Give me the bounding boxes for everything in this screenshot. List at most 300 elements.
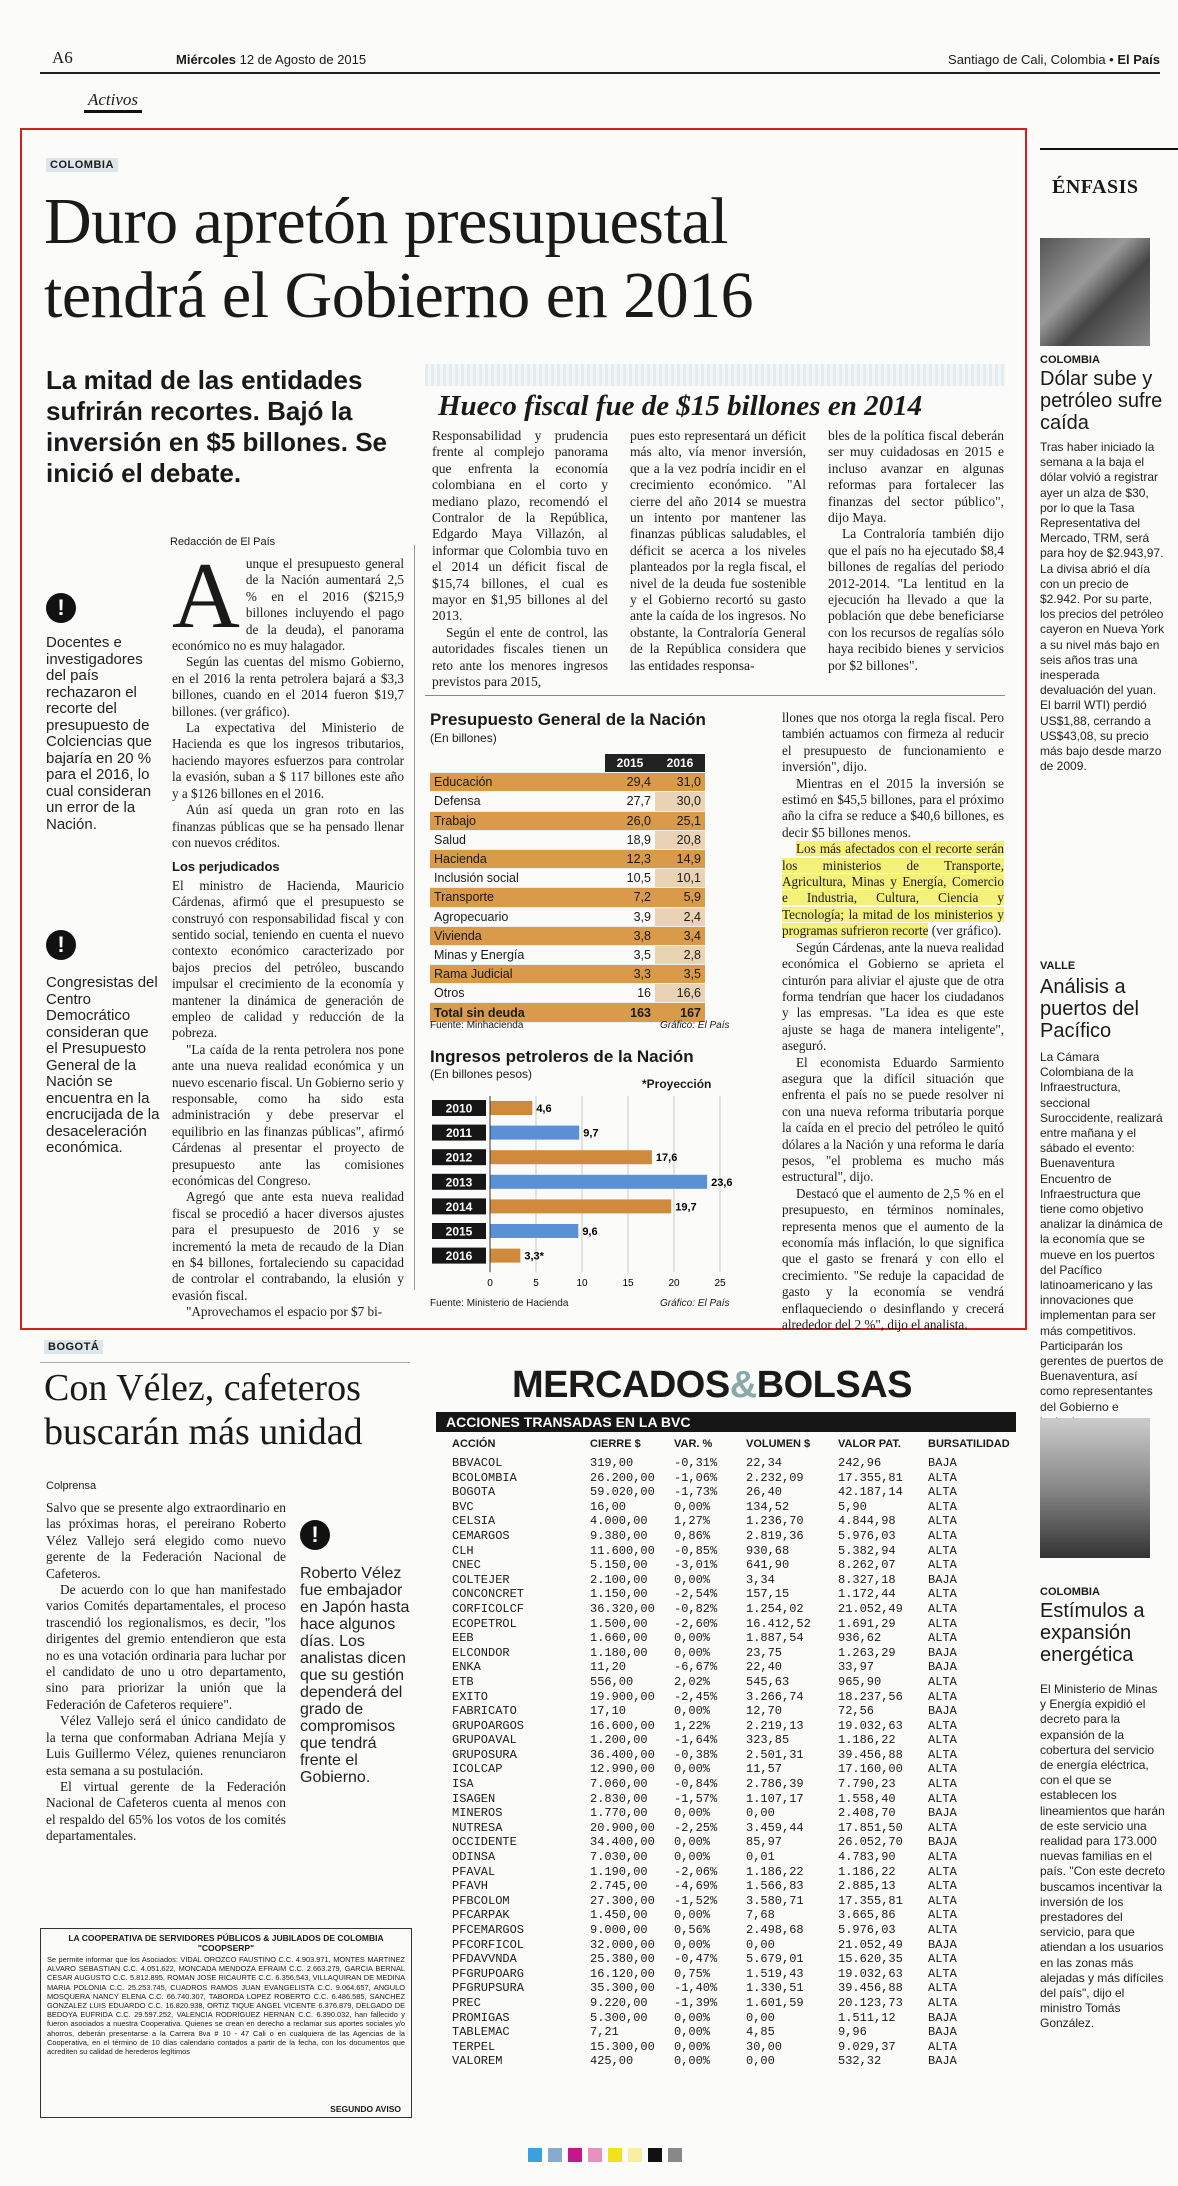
- body-para: De acuerdo con lo que han manifestado varios Comités departamentales, el proceso trascendió los regionalismos, es decir, "los dirigentes del gremio entendieron que esta no es una votación ordinaria para luchar por el candidato de uno u otro departamento, sino para priorizar la unión que la Federación de Cafeteros requiere".: [46, 1582, 286, 1712]
- money-photo: [1040, 238, 1150, 346]
- volume: 1.107,17: [746, 1791, 804, 1806]
- stock-name: GRUPOARGOS: [452, 1718, 525, 1733]
- variation: 0,00%: [674, 1908, 711, 1923]
- liquidity: ALTA: [928, 1616, 957, 1631]
- budget-value-2016: 2,4: [655, 907, 705, 926]
- close-price: 34.400,00: [590, 1835, 655, 1850]
- markets-col-bursatilidad: [928, 1456, 957, 2069]
- liquidity: ALTA: [928, 1777, 957, 1792]
- reg-yellow: [608, 2148, 622, 2162]
- budget-row-label: Salud: [430, 830, 605, 849]
- liquidity: ALTA: [928, 1820, 957, 1835]
- equity-value: 3.665,86: [838, 1908, 896, 1923]
- close-price: 16,00: [590, 1499, 627, 1514]
- close-price: 25.380,00: [590, 1952, 655, 1967]
- budget-value-2015: 3,5: [605, 945, 655, 964]
- paper-name: El País: [1117, 52, 1160, 67]
- close-price: 319,00: [590, 1456, 634, 1470]
- liquidity: ALTA: [928, 1747, 957, 1762]
- equity-value: 21.052,49: [838, 1937, 903, 1952]
- body-para: El virtual gerente de la Federación Nacional de Cafeteros cuenta al menos con el respaldo del 65% los votos de los comités departamentales.: [46, 1778, 286, 1844]
- equity-value: 8.327,18: [838, 1572, 896, 1587]
- equity-value: 18.237,56: [838, 1689, 903, 1704]
- equity-value: 2.408,70: [838, 1806, 896, 1821]
- stock-name: NUTRESA: [452, 1820, 503, 1835]
- stock-name: ICOLCAP: [452, 1762, 503, 1777]
- bar-value-label: 19,7: [675, 1201, 697, 1214]
- equity-value: 19.032,63: [838, 1966, 903, 1981]
- close-price: 1.190,00: [590, 1864, 648, 1879]
- liquidity: ALTA: [928, 1499, 957, 1514]
- budget-value-2016: 3,4: [655, 926, 705, 945]
- budget-value-2015: 12,3: [605, 849, 655, 868]
- equity-value: 39.456,88: [838, 1747, 903, 1762]
- stock-name: PFGRUPSURA: [452, 1981, 525, 1996]
- budget-value-2016: 30,0: [655, 792, 705, 811]
- bar: [490, 1224, 578, 1238]
- stock-name: PFBCOLOM: [452, 1893, 510, 1908]
- hueco-col2: [630, 428, 806, 674]
- variation: -0,47%: [674, 1952, 718, 1967]
- liquidity: BAJA: [928, 1835, 957, 1850]
- exclamation-icon: !: [46, 930, 76, 960]
- liquidity: ALTA: [928, 2039, 957, 2054]
- byline: Redacción de El País: [170, 536, 276, 548]
- bar-value-label: 3,3*: [524, 1250, 544, 1263]
- oil-chart: [430, 1092, 760, 1294]
- volume: 30,00: [746, 2039, 783, 2054]
- equity-value: 5,90: [838, 1499, 867, 1514]
- volume: 1.566,83: [746, 1879, 804, 1894]
- budget-value-2016: 31,0: [655, 773, 705, 792]
- markets-col-accion: [452, 1456, 524, 2069]
- liquidity: ALTA: [928, 1908, 957, 1923]
- equity-value: 532,32: [838, 2054, 882, 2069]
- budget-title: Presupuesto General de la Nación: [430, 710, 706, 729]
- stock-name: ISA: [452, 1777, 474, 1792]
- liquidity: ALTA: [928, 1674, 957, 1689]
- body-para: Aún así queda un gran roto en las finanzas públicas que se ha pensado llenar con nuevos créditos.: [172, 802, 404, 850]
- variation: -1,40%: [674, 1981, 718, 1996]
- equity-value: 39.456,88: [838, 1981, 903, 1996]
- stock-name: TABLEMAC: [452, 2025, 510, 2040]
- liquidity: BAJA: [928, 1660, 957, 1675]
- volume: 4,85: [746, 2025, 775, 2040]
- cafe-byline: Colprensa: [46, 1480, 97, 1492]
- volume: 3.580,71: [746, 1893, 804, 1908]
- variation: 0,75%: [674, 1966, 711, 1981]
- budget-table: [430, 754, 705, 1023]
- volume: 16.412,52: [746, 1616, 811, 1631]
- liquidity: ALTA: [928, 1966, 957, 1981]
- close-price: 32.000,00: [590, 1937, 655, 1952]
- stock-name: PREC: [452, 1995, 481, 2010]
- budget-row: [430, 792, 705, 811]
- liquidity: BAJA: [928, 1645, 957, 1660]
- col-var: VAR. %: [674, 1438, 713, 1450]
- budget-row-label: Agropecuario: [430, 907, 605, 926]
- sidebox-colciencias: Docentes e investigadores del país rechazaron el recorte del presupuesto de Colciencias que bajaría en 20 % para el 2016, lo cual consideran un error de la Nación.: [46, 634, 152, 833]
- close-price: 9.380,00: [590, 1528, 648, 1543]
- budget-source: Fuente: Minhacienda: [430, 1020, 524, 1031]
- page-number: A6: [52, 48, 73, 67]
- stock-name: VALOREM: [452, 2054, 503, 2069]
- budget-value-2015: 3,3: [605, 965, 655, 984]
- column-rule: [414, 545, 415, 1290]
- stock-name: PFAVAL: [452, 1864, 496, 1879]
- variation: 0,00%: [674, 1850, 711, 1865]
- volume: 2.819,36: [746, 1528, 804, 1543]
- volume: 2.232,09: [746, 1470, 804, 1485]
- volume: 26,40: [746, 1485, 783, 1500]
- reg-lightblue: [548, 2148, 562, 2162]
- reg-cyan: [528, 2148, 542, 2162]
- budget-row: [430, 926, 705, 945]
- header-rule: [40, 72, 1160, 74]
- stock-name: PROMIGAS: [452, 2010, 510, 2025]
- bar: [490, 1175, 707, 1189]
- equity-value: 1.186,22: [838, 1864, 896, 1879]
- year-label: 2016: [445, 1249, 473, 1264]
- budget-row: [430, 907, 705, 926]
- markets-header: [440, 1438, 1016, 1454]
- box-stripe: [425, 364, 1005, 386]
- liquidity: ALTA: [928, 1514, 957, 1529]
- equity-value: 965,90: [838, 1674, 882, 1689]
- volume: 3.266,74: [746, 1689, 804, 1704]
- close-price: 17,10: [590, 1704, 627, 1719]
- body-para: La expectativa del Ministerio de Hacienda es que los ingresos tributarios, haciendo mayores esfuerzos para controlar la evasión, suban a $ 117 billones este año y a $126 billones en el 2016.: [172, 720, 404, 801]
- budget-row: [430, 773, 705, 792]
- equity-value: 9.029,37: [838, 2039, 896, 2054]
- col-valorpat: VALOR PAT.: [838, 1438, 901, 1450]
- liquidity: ALTA: [928, 1485, 957, 1500]
- box-rule: [425, 695, 1005, 696]
- variation: -1,52%: [674, 1893, 718, 1908]
- markets-col-valorpat: [838, 1456, 903, 2069]
- close-price: 1.770,00: [590, 1806, 648, 1821]
- markets-title: MERCADOS&BOLSAS: [512, 1364, 912, 1406]
- variation: 0,00%: [674, 1937, 711, 1952]
- x-tick-label: 20: [668, 1278, 680, 1290]
- reg-magenta: [568, 2148, 582, 2162]
- body-para: "La caída de la renta petrolera nos pone ante una nueva realidad económica y un nuevo escenario fiscal. Un Gobierno serio y responsable, como ha sido esta administración y debe preservar el equilibrio en las finanzas públicas", afirmó Cárdenas al presentar el proyecto de presupuesto ante las comisiones económicas del Congreso.: [172, 1041, 404, 1189]
- budget-credit: Gráfico: El País: [660, 1020, 730, 1031]
- body-para: El ministro de Hacienda, Mauricio Cárdenas, afirmó que el presupuesto se construyó con responsabilidad fiscal y con sentido social, teniendo en cuenta el nuevo contexto económico caracterizado por bajos precios del petróleo, buscando impulsar el crecimiento de la economía y mantener la dinámica de generación de empleo de calidad y reducción de la pobreza.: [172, 877, 404, 1041]
- chart-source: Fuente: Ministerio de Hacienda: [430, 1298, 569, 1309]
- bar: [490, 1199, 671, 1213]
- stock-name: ECOPETROL: [452, 1616, 517, 1631]
- budget-value-2015: 7,2: [605, 888, 655, 907]
- enfasis-title: ÉNFASIS: [1052, 176, 1139, 198]
- budget-row-label: Vivienda: [430, 926, 605, 945]
- budget-subtitle: (En billones): [430, 731, 497, 745]
- volume: 0,00: [746, 1937, 775, 1952]
- variation: 0,00%: [674, 1806, 711, 1821]
- volume: 85,97: [746, 1835, 783, 1850]
- variation: -1,39%: [674, 1995, 718, 2010]
- city: Santiago de Cali, Colombia •: [948, 52, 1114, 67]
- cafe-headline-line2: buscarán más unidad: [44, 1411, 363, 1453]
- x-tick-label: 10: [576, 1278, 588, 1290]
- equity-value: 1.558,40: [838, 1791, 896, 1806]
- col-cierre: CIERRE $: [590, 1438, 641, 1450]
- registration-marks: [528, 2148, 682, 2162]
- budget-row-label: Trabajo: [430, 811, 605, 830]
- aviso-subtitle: "COOPSERP": [197, 1943, 255, 1953]
- enfasis3-tag: COLOMBIA: [1040, 1586, 1100, 1598]
- budget-row-label: Hacienda: [430, 849, 605, 868]
- close-price: 15.300,00: [590, 2039, 655, 2054]
- body-para: Según las cuentas del mismo Gobierno, en el 2016 la renta petrolera bajará a $3,3 billones, cuando en el 2014 fueron $19,7 billones. (ver gráfico).: [172, 654, 404, 719]
- variation: -1,73%: [674, 1485, 718, 1500]
- variation: 1,22%: [674, 1718, 711, 1733]
- reg-grey: [668, 2148, 682, 2162]
- equity-value: 1.691,29: [838, 1616, 896, 1631]
- equity-value: 15.620,35: [838, 1952, 903, 1967]
- body-para: Salvo que se presente algo extraordinario en las próximas horas, el pereirano Roberto Vélez Vallejo será elegido como nuevo gerente de la Federación Nacional de Cafeteros.: [46, 1500, 286, 1581]
- volume: 545,63: [746, 1674, 790, 1689]
- variation: -4,69%: [674, 1879, 718, 1894]
- budget-value-2015: 3,9: [605, 907, 655, 926]
- volume: 22,40: [746, 1660, 783, 1675]
- equity-value: 19.032,63: [838, 1718, 903, 1733]
- close-price: 1.500,00: [590, 1616, 648, 1631]
- equity-value: 7.790,23: [838, 1777, 896, 1792]
- bar-value-label: 4,6: [536, 1103, 552, 1115]
- stock-name: ETB: [452, 1674, 474, 1689]
- cafe-sidebox: Roberto Vélez fue embajador en Japón hasta hace algunos días. Los analistas dicen que su gestión dependerá del grado de compromisos que tendrá frente el Gobierno.: [300, 1565, 410, 1786]
- budget-row: [430, 811, 705, 830]
- budget-row: [430, 830, 705, 849]
- equity-value: 17.355,81: [838, 1470, 903, 1485]
- volume: 2.498,68: [746, 1923, 804, 1937]
- equity-value: 8.262,07: [838, 1558, 896, 1573]
- close-price: 2.100,00: [590, 1572, 648, 1587]
- liquidity: ALTA: [928, 1470, 957, 1485]
- equity-value: 72,56: [838, 1704, 875, 1719]
- stock-name: TERPEL: [452, 2039, 496, 2054]
- stock-name: PFCORFICOL: [452, 1937, 525, 1952]
- equity-value: 1.186,22: [838, 1733, 896, 1748]
- volume: 1.887,54: [746, 1631, 804, 1646]
- stock-name: ISAGEN: [452, 1791, 496, 1806]
- budget-row-label: Defensa: [430, 792, 605, 811]
- lead-text: unque el presupuesto general de la Nación aumentará 2,5 % en el 2016 ($215,9 billones incluyendo el pago de la deuda), el panorama económico no es muy halagador.: [172, 556, 404, 654]
- stock-name: CELSIA: [452, 1514, 496, 1529]
- variation: -2,25%: [674, 1820, 718, 1835]
- budget-row-label: Total sin deuda: [430, 1003, 605, 1022]
- stock-name: EXITO: [452, 1689, 489, 1704]
- liquidity: BAJA: [928, 1572, 957, 1587]
- liquidity: ALTA: [928, 1689, 957, 1704]
- budget-value-2016: 16,6: [655, 984, 705, 1003]
- close-price: 5.150,00: [590, 1558, 648, 1573]
- close-price: 9.000,00: [590, 1923, 648, 1937]
- liquidity: ALTA: [928, 1952, 957, 1967]
- budget-value-2016: 14,9: [655, 849, 705, 868]
- close-price: 556,00: [590, 1674, 634, 1689]
- volume: 11,57: [746, 1762, 783, 1777]
- stock-name: ELCONDOR: [452, 1645, 510, 1660]
- volume: 134,52: [746, 1499, 790, 1514]
- year-label: 2013: [445, 1175, 473, 1190]
- volume: 323,85: [746, 1733, 790, 1748]
- headline: [44, 185, 753, 333]
- x-tick-label: 25: [714, 1278, 726, 1290]
- budget-value-2015: 16: [605, 984, 655, 1003]
- powerline-photo: [1040, 1418, 1150, 1558]
- body-para: "Aprovechamos el espacio por $7 bi-: [186, 1304, 383, 1320]
- variation: -2,06%: [674, 1864, 718, 1879]
- section-tag: COLOMBIA: [46, 158, 118, 172]
- col-2016: 2016: [655, 754, 705, 773]
- close-price: 36.400,00: [590, 1747, 655, 1762]
- equity-value: 17.355,81: [838, 1893, 903, 1908]
- budget-row: [430, 888, 705, 907]
- close-price: 1.150,00: [590, 1587, 648, 1602]
- markets-col-var: [674, 1456, 717, 2069]
- close-price: 1.660,00: [590, 1631, 648, 1646]
- volume: 3,34: [746, 1572, 775, 1587]
- chart-credit: Gráfico: El País: [660, 1298, 730, 1309]
- body-para: El economista Eduardo Sarmiento asegura que la difícil situación que enfrenta el país no se puede resolver ni con una nueva reforma tributaria porque la caída en el precio del petróleo le quitó dólares a la Nación y una reforma le daría pesos, "el problema es mucho más estructural", dijo.: [782, 1054, 1004, 1185]
- variation: 0,00%: [674, 1645, 711, 1660]
- volume: 1.330,51: [746, 1981, 804, 1996]
- budget-row: [430, 965, 705, 984]
- budget-row-label: Educación: [430, 773, 605, 792]
- variation: 1,27%: [674, 1514, 711, 1529]
- aviso-footer: SEGUNDO AVISO: [330, 2104, 401, 2114]
- equity-value: 9,96: [838, 2025, 867, 2040]
- variation: 0,56%: [674, 1923, 711, 1937]
- body-para: pues esto representará un déficit más alto, vía menor inversión, que a la vez podría incidir en el crecimiento económico. "Al cierre del año 2014 se muestra un intento por mantener las finanzas públicas saludables, el déficit se acerca a los niveles planteados por la regla fiscal, el nivel de la deuda fue sostenible y el Gobierno recortó su gasto ante la caída de los ingresos. No obstante, la Contraloría General de la República considera que las entidades responsa-: [630, 428, 806, 673]
- budget-value-2016: 20,8: [655, 830, 705, 849]
- hueco-col1: [432, 428, 608, 691]
- close-price: 20.900,00: [590, 1820, 655, 1835]
- volume: 1.254,02: [746, 1601, 804, 1616]
- stock-name: OCCIDENTE: [452, 1835, 517, 1850]
- variation: -2,60%: [674, 1616, 718, 1631]
- equity-value: 5.382,94: [838, 1543, 896, 1558]
- liquidity: BAJA: [928, 1704, 957, 1719]
- body-para: Vélez Vallejo será el único candidato de la terna que conformaban Adriana Mejía y Luis Guillermo Vélez, quienes renunciaron esta semana a su postulación.: [46, 1713, 286, 1778]
- budget-row-label: Minas y Energía: [430, 945, 605, 964]
- budget-value-2015: 10,5: [605, 869, 655, 888]
- stock-name: BBVACOL: [452, 1456, 503, 1470]
- liquidity: ALTA: [928, 1981, 957, 1996]
- budget-value-2015: 3,8: [605, 926, 655, 945]
- volume: 1.236,70: [746, 1514, 804, 1529]
- variation: 0,00%: [674, 1499, 711, 1514]
- equity-value: 1.263,29: [838, 1645, 896, 1660]
- col-accion: ACCIÓN: [452, 1438, 496, 1450]
- date-line: [176, 52, 366, 67]
- close-price: 27.300,00: [590, 1893, 655, 1908]
- liquidity: ALTA: [928, 1558, 957, 1573]
- close-price: 9.220,00: [590, 1995, 648, 2010]
- variation: 0,00%: [674, 1572, 711, 1587]
- liquidity: ALTA: [928, 1543, 957, 1558]
- budget-row: [430, 984, 705, 1003]
- main-body-col: [172, 544, 404, 1321]
- budget-header: [430, 754, 705, 773]
- body-para: Mientras en el 2015 la inversión se estimó en $45,5 billones, para el próximo año la cifra se reduce a $40,6 billones, es decir $5 billones menos.: [782, 775, 1004, 840]
- bar: [490, 1150, 652, 1164]
- variation: 0,00%: [674, 2010, 711, 2025]
- budget-value-2015: 27,7: [605, 792, 655, 811]
- bar: [490, 1101, 532, 1115]
- liquidity: ALTA: [928, 1587, 957, 1602]
- body-para: bles de la política fiscal deberán ser muy cuidadosas en 2015 e incluso avanzar en algunas reformas para fortalecer las finanzas del sector público", dijo Maya.: [828, 428, 1004, 526]
- volume: 157,15: [746, 1587, 790, 1602]
- equity-value: 17.160,00: [838, 1762, 903, 1777]
- close-price: 35.300,00: [590, 1981, 655, 1996]
- equity-value: 26.052,70: [838, 1835, 903, 1850]
- sidebox-centro-democratico: Congresistas del Centro Democrático consideran que el Presupuesto General de la Nación se encuentra en la encrucijada de la desaceleración económica.: [46, 974, 160, 1156]
- enfasis1-tag: COLOMBIA: [1040, 354, 1100, 366]
- body-para-highlight: Los más afectados con el recorte serán los ministerios de Transporte, Agricultura, Minas y Energía, Comercio e Industria, Cultura, Ciencia y Tecnología; la mitad de los ministerios y programas sufrieron recorte (ver gráfico).: [782, 841, 1004, 939]
- year-label: 2011: [445, 1126, 473, 1141]
- liquidity: ALTA: [928, 1879, 957, 1894]
- variation: 0,00%: [674, 2054, 711, 2069]
- close-price: 2.830,00: [590, 1791, 648, 1806]
- highlighted-text: Los más afectados con el recorte serán los ministerios de Transporte, Agricultura, Minas y Energía, Comercio e Industria, Cultura, Ciencia y Tecnología; la mitad de los ministerios y programas sufrieron recorte: [782, 841, 1004, 939]
- variation: -3,01%: [674, 1558, 718, 1573]
- stock-name: CNEC: [452, 1558, 481, 1573]
- budget-row-label: Rama Judicial: [430, 965, 605, 984]
- stock-name: ENKA: [452, 1660, 481, 1675]
- enfasis2-title: Análisis a puertos del Pacífico: [1040, 976, 1139, 1042]
- enfasis2-tag: VALLE: [1040, 960, 1076, 972]
- liquidity: ALTA: [928, 1893, 957, 1908]
- volume: 22,34: [746, 1456, 783, 1470]
- liquidity: ALTA: [928, 1733, 957, 1748]
- stock-name: PFCEMARGOS: [452, 1923, 525, 1937]
- equity-value: 20.123,73: [838, 1995, 903, 2010]
- liquidity: BAJA: [928, 1937, 957, 1952]
- budget-value-2015: 29,4: [605, 773, 655, 792]
- close-price: 2.745,00: [590, 1879, 648, 1894]
- stock-name: PFGRUPOARG: [452, 1966, 525, 1981]
- reg-pink: [588, 2148, 602, 2162]
- bar-value-label: 9,7: [583, 1127, 599, 1140]
- variation: -0,85%: [674, 1543, 718, 1558]
- stock-name: BOGOTA: [452, 1485, 496, 1500]
- liquidity: ALTA: [928, 1528, 957, 1543]
- hueco-title: Hueco fiscal fue de $15 billones en 2014: [438, 390, 923, 422]
- volume: 2.786,39: [746, 1777, 804, 1792]
- body-para: Según el ente de control, las autoridades fiscales tienen un reto ante los menores ingresos previstos para 2015,: [432, 624, 608, 690]
- reg-black: [648, 2148, 662, 2162]
- close-price: 16.600,00: [590, 1718, 655, 1733]
- stock-name: COLTEJER: [452, 1572, 510, 1587]
- equity-value: 5.976,03: [838, 1923, 896, 1937]
- stock-name: PFDAVVNDA: [452, 1952, 517, 1967]
- close-price: 19.900,00: [590, 1689, 655, 1704]
- budget-row-label: Inclusión social: [430, 869, 605, 888]
- chart-title: Ingresos petroleros de la Nación: [430, 1047, 694, 1066]
- year-label: 2010: [445, 1101, 473, 1116]
- aviso-title: LA COOPERATIVA DE SERVIDORES PÚBLICOS & JUBILADOS DE COLOMBIA: [68, 1933, 384, 1943]
- volume: 12,70: [746, 1704, 783, 1719]
- exclamation-icon: !: [300, 1520, 330, 1550]
- budget-value-2016: 2,8: [655, 945, 705, 964]
- volume: 0,00: [746, 2054, 775, 2069]
- close-price: 4.000,00: [590, 1514, 648, 1529]
- enfasis3-title: Estímulos a expansión energética: [1040, 1600, 1145, 1666]
- close-price: 12.990,00: [590, 1762, 655, 1777]
